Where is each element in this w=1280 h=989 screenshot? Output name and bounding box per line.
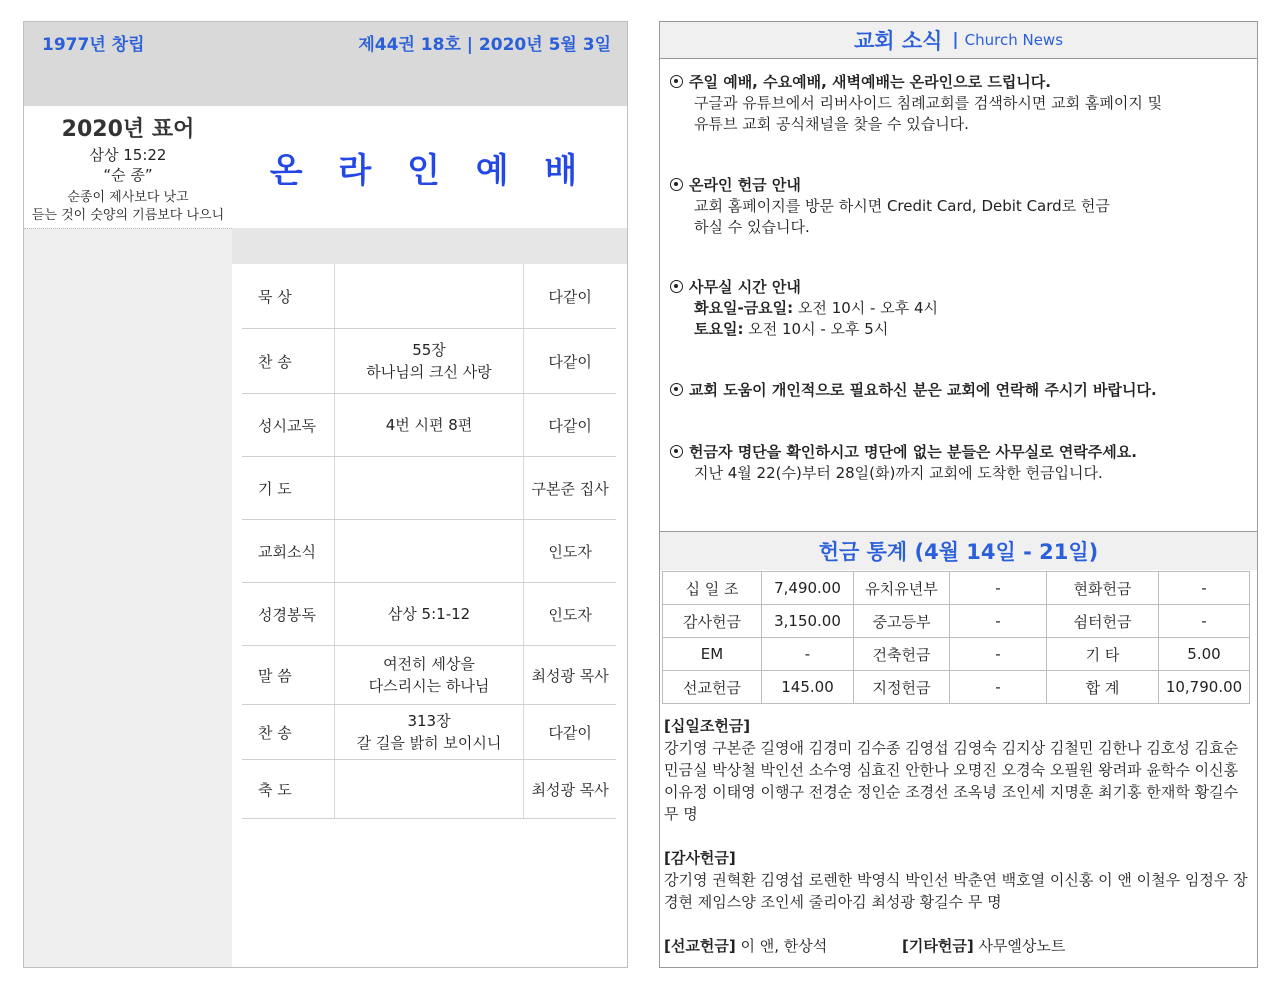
order-content: 여전히 세상을 다스리시는 하나님 bbox=[335, 646, 524, 704]
order-content bbox=[335, 520, 524, 582]
church-news-english-title: Church News bbox=[964, 31, 1064, 49]
news-item-online-worship: 주일 예배, 수요예배, 새벽예배는 온라인으로 드립니다. 구글과 유튜브에서 리버사이드 침례교회를 검색하시면 교회 홈페이지 및 유튜브 교회 공식채널을 찾을 수 있습니다. bbox=[670, 72, 1245, 135]
table-cell: 유치유년부 bbox=[854, 572, 950, 605]
news-item-donor-list: 헌금자 명단을 확인하시고 명단에 없는 분들은 사무실로 연락주세요. 지난 4월 22(수)부터 28일(화)까지 교회에 도착한 헌금입니다. bbox=[670, 442, 1245, 484]
order-leader: 다같이 bbox=[548, 352, 592, 371]
table-cell: 5.00 bbox=[1159, 638, 1250, 671]
order-item: 교회소식 bbox=[242, 520, 335, 582]
table-cell: 쉼터헌금 bbox=[1047, 605, 1159, 638]
order-row bbox=[242, 760, 616, 819]
gray-band bbox=[232, 228, 627, 264]
bullet-icon bbox=[670, 178, 683, 191]
worship-order bbox=[242, 264, 616, 819]
order-row bbox=[242, 646, 616, 705]
order-item: 찬 송 bbox=[242, 705, 335, 759]
table-cell: - bbox=[950, 638, 1047, 671]
thanks-names: 강기영 권혁환 김영섭 로렌한 박영식 박인선 박춘연 백호열 이신홍 이 앤 이철우 임정우 장경현 제임스양 조인세 줄리아김 최성광 황길수 무 명 bbox=[664, 871, 1248, 911]
order-row bbox=[242, 394, 616, 457]
table-cell: 10,790.00 bbox=[1159, 671, 1250, 704]
motto-word: “순 종” bbox=[103, 166, 153, 184]
table-cell: 건축헌금 bbox=[854, 638, 950, 671]
order-row bbox=[242, 264, 616, 329]
order-leader: 인도자 bbox=[548, 605, 592, 624]
divider bbox=[24, 228, 232, 229]
motto-verse-line: 순종이 제사보다 낫고 bbox=[67, 190, 189, 205]
table-cell: - bbox=[950, 671, 1047, 704]
news-item-help: 교회 도움이 개인적으로 필요하신 분은 교회에 연락해 주시기 바랍니다. bbox=[670, 380, 1245, 401]
bullet-icon bbox=[670, 280, 683, 293]
other-heading: [기타헌금] bbox=[902, 937, 974, 955]
title-separator: | bbox=[952, 30, 959, 50]
order-leader: 최성광 목사 bbox=[531, 780, 609, 799]
tithe-names: 강기영 구본준 길영애 김경미 김수종 김영섭 김영숙 김지상 김철민 김한나 김호성 김효순 민금실 박상철 박인선 소수영 심효진 안한나 오명진 오경숙 오필원 왕려파 윤학수 이신홍 이유정 이태영 이행구 전경순 정인순 조경선 조옥녕 조인세 지명훈 최기홍 한재학 황길수 무 명 bbox=[664, 739, 1239, 823]
order-leader: 다같이 bbox=[548, 416, 592, 435]
tithe-heading: [십일조헌금] bbox=[664, 717, 751, 735]
order-content bbox=[335, 457, 524, 519]
table-cell: - bbox=[762, 638, 854, 671]
order-row bbox=[242, 329, 616, 394]
mission-names: 이 앤, 한상석 bbox=[735, 937, 828, 955]
table-cell: 지정헌금 bbox=[854, 671, 950, 704]
order-item: 성시교독 bbox=[242, 394, 335, 456]
table-row bbox=[663, 638, 1250, 671]
order-item: 묵 상 bbox=[242, 264, 335, 328]
thanks-heading: [감사헌금] bbox=[664, 849, 736, 867]
table-row bbox=[663, 605, 1250, 638]
table-cell: - bbox=[1159, 572, 1250, 605]
table-cell: 감사헌금 bbox=[663, 605, 762, 638]
order-leader: 구본준 집사 bbox=[531, 479, 609, 498]
table-cell: 145.00 bbox=[762, 671, 854, 704]
issue-text: 제44권 18호 | 2020년 5월 3일 bbox=[358, 35, 611, 55]
order-content: 55장 하나님의 크신 사랑 bbox=[335, 329, 524, 393]
mission-heading: [선교헌금] bbox=[664, 937, 736, 955]
table-cell: 십 일 조 bbox=[663, 572, 762, 605]
order-leader: 다같이 bbox=[548, 723, 592, 742]
table-cell: 7,490.00 bbox=[762, 572, 854, 605]
service-title: 온 라 인 예 배 bbox=[269, 150, 590, 191]
left-header bbox=[24, 22, 627, 106]
table-cell: EM bbox=[663, 638, 762, 671]
offering-stats-table bbox=[662, 571, 1250, 704]
order-leader: 다같이 bbox=[548, 287, 592, 306]
table-cell: - bbox=[950, 605, 1047, 638]
order-content: 삼상 5:1-12 bbox=[335, 583, 524, 645]
bullet-icon bbox=[670, 75, 683, 88]
order-content: 313장 갈 길을 밝히 보이시니 bbox=[335, 705, 524, 759]
order-item: 말 씀 bbox=[242, 646, 335, 704]
table-cell: - bbox=[950, 572, 1047, 605]
order-leader: 최성광 목사 bbox=[531, 666, 609, 685]
news-item-online-offering: 온라인 헌금 안내 교회 홈페이지를 방문 하시면 Credit Card, Debit Card로 헌금 하실 수 있습니다. bbox=[670, 175, 1245, 238]
order-row bbox=[242, 705, 616, 760]
motto-box bbox=[24, 106, 232, 228]
bulletin-right-page bbox=[659, 21, 1258, 968]
table-cell: 선교헌금 bbox=[663, 671, 762, 704]
table-cell: 3,150.00 bbox=[762, 605, 854, 638]
church-news-title: 교회 소식 bbox=[853, 29, 943, 53]
order-row bbox=[242, 457, 616, 520]
order-item: 성경봉독 bbox=[242, 583, 335, 645]
order-row bbox=[242, 520, 616, 583]
motto-reference: 삼상 15:22 bbox=[89, 146, 167, 164]
offering-stats-title: 헌금 통계 (4월 14일 - 21일) bbox=[660, 532, 1257, 570]
offering-donor-list bbox=[664, 715, 1251, 957]
order-content bbox=[335, 264, 524, 328]
table-cell: 중고등부 bbox=[854, 605, 950, 638]
news-item-office-hours: 사무실 시간 안내 화요일-금요일: 오전 10시 - 오후 4시 토요일: 오전 10시 - 오후 5시 bbox=[670, 277, 1245, 340]
left-sidebar bbox=[24, 106, 232, 967]
motto-title: 2020년 표어 bbox=[61, 117, 195, 142]
church-news-header bbox=[660, 22, 1257, 59]
table-cell: - bbox=[1159, 605, 1250, 638]
table-row bbox=[663, 671, 1250, 704]
order-leader: 인도자 bbox=[548, 542, 592, 561]
church-news-body bbox=[660, 58, 1257, 532]
table-cell: 현화헌금 bbox=[1047, 572, 1159, 605]
table-cell: 기 타 bbox=[1047, 638, 1159, 671]
founded-text: 1977년 창립 bbox=[42, 35, 145, 55]
order-item: 찬 송 bbox=[242, 329, 335, 393]
order-item: 기 도 bbox=[242, 457, 335, 519]
bullet-icon bbox=[670, 383, 683, 396]
mission-other-line bbox=[664, 935, 1251, 957]
order-item: 축 도 bbox=[242, 760, 335, 818]
motto-verse-line: 듣는 것이 숫양의 기름보다 나으니 bbox=[31, 208, 225, 223]
other-names: 사무엘상노트 bbox=[973, 937, 1066, 955]
table-row bbox=[663, 572, 1250, 605]
order-content bbox=[335, 760, 524, 818]
table-cell: 합 계 bbox=[1047, 671, 1159, 704]
bulletin-left-page bbox=[23, 21, 628, 968]
order-content: 4번 시편 8편 bbox=[335, 394, 524, 456]
bullet-icon bbox=[670, 445, 683, 458]
order-row bbox=[242, 583, 616, 646]
